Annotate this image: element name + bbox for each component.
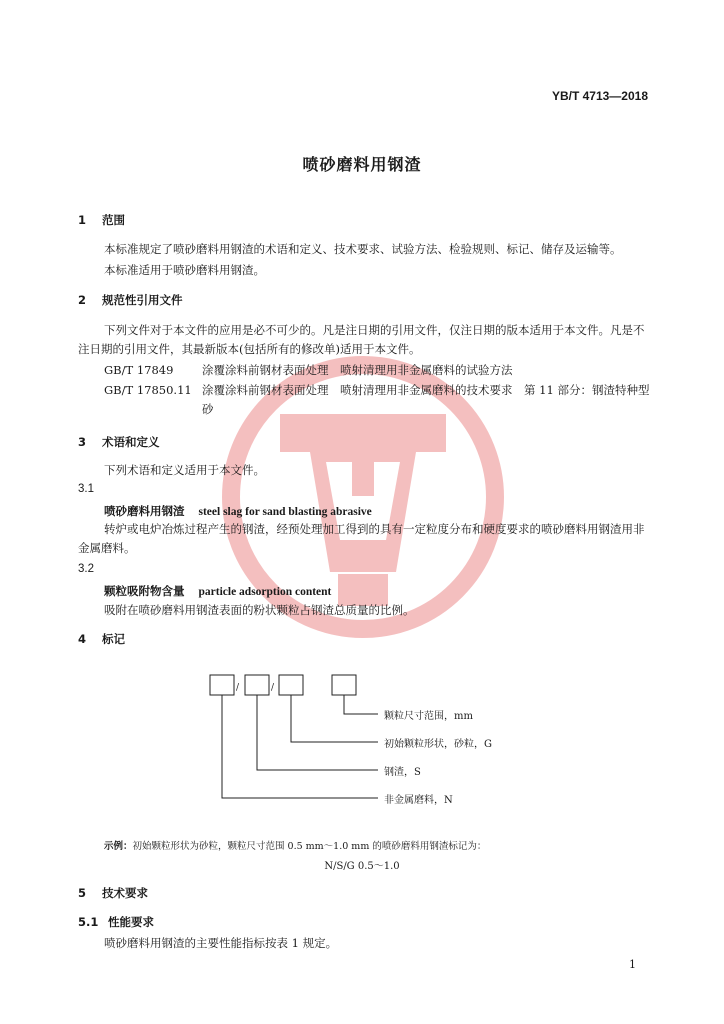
section-5-heading	[78, 885, 148, 901]
section-number: 2	[78, 293, 87, 307]
section-number: 5	[78, 886, 87, 900]
page-number: 1	[629, 958, 636, 971]
marking-box-2	[245, 675, 269, 695]
reference-code: GB/T 17850.11	[104, 383, 192, 397]
marking-example	[104, 838, 486, 852]
marking-label-abrasive: 非金属磨料，N	[384, 795, 453, 806]
term-zh: 颗粒吸附物含量	[104, 584, 185, 598]
marking-box-3	[279, 675, 303, 695]
standard-code: YB/T 4713—2018	[551, 89, 648, 103]
term-definition: 转炉或电炉冶炼过程产生的钢渣，经预处理加工得到的具有一定粒度分布和硬度要求的喷砂磨料用钢渣用非金属磨料。	[78, 522, 645, 555]
term-zh: 喷砂磨料用钢渣	[104, 504, 185, 518]
section-title: 标记	[102, 632, 125, 646]
term-en: steel slag for sand blasting abrasive	[198, 506, 372, 518]
term-en: particle adsorption content	[198, 586, 332, 598]
section-title: 技术要求	[102, 886, 148, 900]
marking-box-4	[332, 675, 356, 695]
performance-paragraph: 喷砂磨料用钢渣的主要性能指标按表 1 规定。	[104, 936, 338, 950]
normative-paragraph: 下列文件对于本文件的应用是必不可少的。凡是注日期的引用文件，仅注日期的版本适用于本文件。凡是不注日期的引用文件，其最新版本(包括所有的修改单)适用于本文件。	[78, 323, 645, 356]
marking-label-slag: 钢渣，S	[384, 767, 421, 778]
marking-diagram	[0, 660, 724, 810]
leader-line-3	[257, 695, 378, 770]
reference-text: 涂覆涂料前钢材表面处理 喷射清理用非金属磨料的技术要求 第 11 部分：钢渣特种型砂	[202, 383, 650, 416]
leader-line-4	[222, 695, 378, 798]
separator: /	[236, 683, 240, 693]
subsection-title: 性能要求	[108, 915, 154, 929]
reference-item	[104, 361, 652, 380]
example-prefix: 示例：	[104, 841, 133, 852]
scope-paragraph-2: 本标准适用于喷砂磨料用钢渣。	[104, 263, 265, 277]
term-definition: 吸附在喷砂磨料用钢渣表面的粉状颗粒占钢渣总质量的比例。	[104, 603, 415, 617]
term-entry	[104, 583, 331, 599]
terms-intro: 下列术语和定义适用于本文件。	[104, 463, 265, 477]
section-number: 1	[78, 213, 87, 227]
reference-code: GB/T 17849	[104, 363, 174, 377]
reference-text: 涂覆涂料前钢材表面处理 喷射清理用非金属磨料的试验方法	[202, 363, 513, 377]
example-text: 初始颗粒形状为砂粒，颗粒尺寸范围 0.5 mm～1.0 mm 的喷砂磨料用钢渣标记为：	[132, 841, 487, 852]
section-number: 3	[78, 435, 87, 449]
separator: /	[271, 683, 275, 693]
subsection-5-1-heading	[78, 914, 154, 930]
section-3-heading	[78, 434, 160, 450]
section-title: 术语和定义	[102, 435, 160, 449]
section-2-heading	[78, 292, 183, 308]
section-4-heading	[78, 631, 125, 647]
marking-box-1	[210, 675, 234, 695]
reference-item	[104, 381, 652, 419]
section-1-heading	[78, 212, 125, 228]
subsection-number: 5.1	[78, 915, 99, 929]
section-title: 规范性引用文件	[102, 293, 183, 307]
term-number: 3.2	[78, 563, 94, 575]
marking-label-shape: 初始颗粒形状，砂粒，G	[384, 739, 492, 750]
page-title: 喷砂磨料用钢渣	[302, 155, 422, 174]
section-title: 范围	[102, 213, 125, 227]
leader-line-1	[344, 695, 378, 714]
section-number: 4	[78, 632, 87, 646]
scope-paragraph-1: 本标准规定了喷砂磨料用钢渣的术语和定义、技术要求、试验方法、检验规则、标记、储存及运输等。	[104, 242, 622, 256]
marking-formula: N/S/G 0.5～1.0	[324, 861, 400, 872]
term-entry	[104, 503, 372, 519]
leader-line-2	[291, 695, 378, 742]
term-number: 3.1	[78, 483, 94, 495]
marking-label-size: 颗粒尺寸范围，mm	[384, 711, 473, 722]
